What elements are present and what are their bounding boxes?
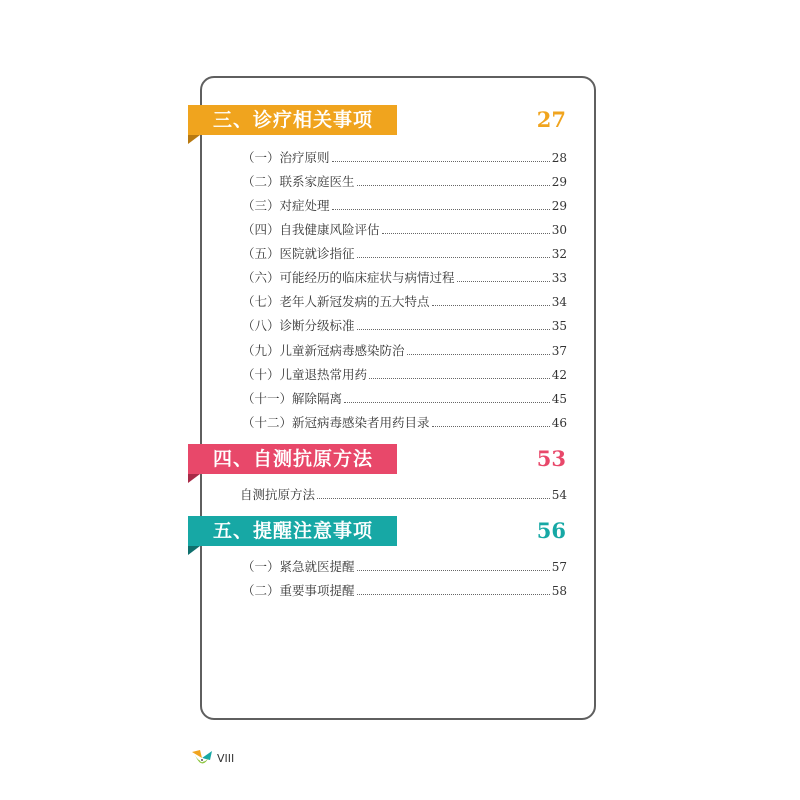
entry-title: （九）儿童新冠病毒感染防治 [242,343,405,358]
entry-page: 29 [551,199,567,213]
entry-title: （三）对症处理 [242,198,330,213]
toc-entry[interactable] [242,339,567,363]
toc-entry[interactable] [242,555,567,579]
leader-dots [357,328,550,330]
toc-entry[interactable] [242,411,567,435]
entry-page: 45 [551,392,567,406]
entry-title: （二）联系家庭医生 [242,174,355,189]
toc-entry[interactable] [242,218,567,242]
entry-title: （十）儿童退热常用药 [242,367,368,382]
leader-dots [344,401,550,403]
section-banner-4: 四、自测抗原方法 [188,444,397,474]
leader-dots [357,593,550,595]
toc-entry[interactable] [242,579,567,603]
entry-page: 42 [551,368,567,382]
leader-dots [382,232,550,234]
leader-dots [457,280,550,282]
section-banner-3: 三、诊疗相关事项 [188,105,397,135]
section-page-3: 27 [536,107,566,132]
entry-title: （五）医院就诊指征 [242,246,355,261]
entry-page: 58 [551,584,567,598]
banner-fold-4 [188,474,200,483]
entry-page: 34 [551,295,567,309]
banner-fold-5 [188,546,200,555]
leader-dots [357,184,550,186]
leader-dots [407,353,550,355]
leader-dots [332,208,550,210]
entry-page: 37 [551,344,567,358]
leader-dots [357,569,550,571]
entry-page: 35 [551,319,567,333]
entry-title: （六）可能经历的临床症状与病情过程 [242,270,455,285]
page-number: VIII [217,752,235,765]
entry-page: 54 [551,488,567,502]
section-banner-5: 五、提醒注意事项 [188,516,397,546]
section-page-4: 53 [536,446,566,471]
toc-entry[interactable] [240,483,567,507]
toc-entry[interactable] [242,266,567,290]
leader-dots [369,377,550,379]
entry-title: （十一）解除隔离 [242,391,343,406]
leader-dots [332,160,550,162]
entry-title: （二）重要事项提醒 [242,583,355,598]
toc-entry[interactable] [242,314,567,338]
entry-title: （一）治疗原则 [242,150,330,165]
banner-fold-3 [188,135,200,144]
entry-title: （一）紧急就医提醒 [242,559,355,574]
toc-entry[interactable] [242,146,567,170]
entry-page: 32 [551,247,567,261]
leader-dots [357,256,550,258]
leader-dots [317,497,550,499]
toc-entry[interactable] [242,290,567,314]
leaf-logo-icon [191,749,213,769]
entry-page: 28 [551,151,567,165]
entry-title: （十二）新冠病毒感染者用药目录 [242,415,430,430]
toc-entry[interactable] [242,387,567,411]
leader-dots [432,425,550,427]
toc-entry[interactable] [242,242,567,266]
entry-title: （四）自我健康风险评估 [242,222,380,237]
entry-page: 33 [551,271,567,285]
section-page-5: 56 [536,518,566,543]
entry-title: （八）诊断分级标准 [242,318,355,333]
entry-page: 46 [551,416,567,430]
toc-entry[interactable] [242,170,567,194]
toc-entry[interactable] [242,363,567,387]
entry-title: 自测抗原方法 [240,487,316,502]
entry-page: 57 [551,560,567,574]
entry-page: 30 [551,223,567,237]
entry-title: （七）老年人新冠发病的五大特点 [242,294,430,309]
toc-entry[interactable] [242,194,567,218]
entry-page: 29 [551,175,567,189]
leader-dots [432,304,550,306]
